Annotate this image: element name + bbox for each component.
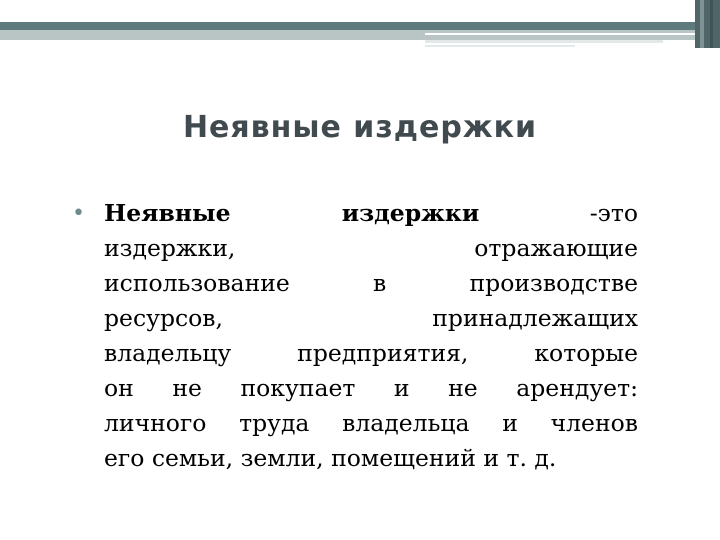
paragraph-line: его семьи, земли, помещений и т. д. — [104, 444, 557, 472]
slide-body — [72, 196, 638, 476]
header-underline-2 — [425, 45, 575, 47]
header-underline-1 — [425, 40, 663, 43]
slide-title: Неявные издержки — [182, 110, 538, 145]
paragraph-line: использование в производстве — [104, 269, 638, 297]
header-corner-block — [695, 0, 720, 48]
term-bold: Неявные издержки — [104, 199, 480, 227]
header-corner-strip-dark — [710, 0, 713, 48]
paragraph-line: личного труда владельца и членов — [104, 409, 638, 437]
term-dash-text: -это — [589, 199, 638, 227]
header-corner-strip — [700, 0, 704, 48]
paragraph-line: издержки, отражающие — [104, 234, 638, 262]
paragraph-line: владельцу предприятия, которые — [104, 339, 638, 367]
paragraph-line: ресурсов, принадлежащих — [104, 304, 638, 332]
header-gray-stripe — [0, 30, 695, 40]
header-thin-line — [425, 33, 695, 35]
bullet-paragraph — [82, 196, 638, 476]
paragraph-line — [104, 196, 638, 231]
header-dark-stripe — [0, 22, 695, 30]
bullet-marker: • — [72, 201, 85, 226]
paragraph-line: он не покупает и не арендует: — [104, 374, 638, 402]
